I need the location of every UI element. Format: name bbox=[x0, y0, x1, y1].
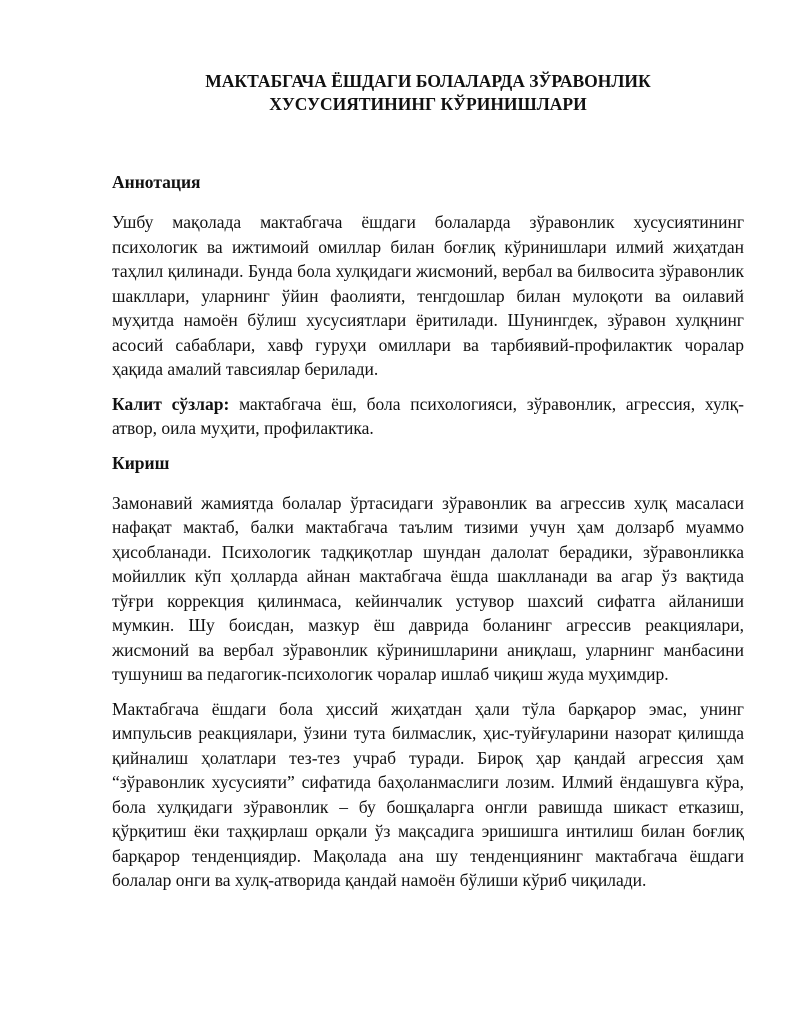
annotation-paragraph: Ушбу мақолада мактабгача ёшдаги болаларда зўравонлик хусусиятининг психологик ва ижтимоий омиллар билан боғлиқ кўринишлари илмий жиҳатдан таҳлил қилинади. Бунда бола хулқидаги жисмоний, вербал ва билвосита зўравонлик шакллари, уларнинг ўйин фаолияти, тенгдошлар билан мулоқоти ва оилавий муҳитда намоён бўлиш хусусиятлари ёритилади. Шунингдек, зўравон хулқнинг асосий сабаблари, хавф гуруҳи омиллари ва тарбиявий-профилактик чоралар ҳақида амалий тавсиялар берилади. bbox=[112, 212, 744, 379]
keywords-paragraph bbox=[112, 392, 744, 441]
document-title bbox=[112, 70, 744, 116]
intro-paragraph-2: Мактабгача ёшдаги бола ҳиссий жиҳатдан ҳали тўла барқарор эмас, унинг импульсив реакциялари, ўзини тута билмаслик, ҳис-туйғуларини назорат қилишда қийналиш ҳолатлари тез-тез учраб туради. Бироқ ҳар қандай агрессия ҳам “зўравонлик хусусияти” сифатида баҳоланмаслиги лозим. Илмий ёндашувга кўра, бола хулқидаги зўравонлик – бу бошқаларга онгли равишда шикаст етказиш, қўрқитиш ёки таҳқирлаш орқали ўз мақсадига эришишга интилиш билан боғлиқ барқарор тенденциядир. Мақолада ана шу тенденциянинг мактабгача ёшдаги болалар онги ва хулқ-атворида қандай намоён бўлиши кўриб чиқилади. bbox=[112, 698, 744, 890]
annotation-heading: Аннотация bbox=[112, 172, 201, 192]
title-line-2: ХУСУСИЯТИНИНГ КЎРИНИШЛАРИ bbox=[269, 94, 587, 114]
intro-paragraph-1: Замонавий жамиятда болалар ўртасидаги зўравонлик ва агрессив хулқ масаласи нафақат мактаб, балки мактабгача таълим тизими учун ҳам долзарб муаммо ҳисобланади. Психологик тадқиқотлар шундан далолат берадики, зўравонликка мойиллик кўп ҳолларда айнан мактабгача ёшда шаклланади ва агар ўз вақтида тўғри коррекция қилинмаса, кейинчалик устувор шахсий сифатга айланиши мумкин. Шу боисдан, мазкур ёш даврида боланинг агрессив реакциялари, жисмоний ва вербал зўравонлик кўринишларини аниқлаш, уларнинг манбасини тушуниш ва педагогик-психологик чоралар ишлаб чиқиш жуда муҳимдир. bbox=[112, 492, 744, 684]
keywords-text: мактабгача ёш, бола психологияси, зўравонлик, агрессия, хулқ-атвор, оила муҳити, профилактика. bbox=[112, 393, 744, 438]
keywords-label: Калит сўзлар: bbox=[112, 393, 230, 414]
document-page bbox=[112, 70, 744, 893]
intro-heading: Кириш bbox=[112, 452, 170, 473]
title-line-1: МАКТАБГАЧА ЁШДАГИ БОЛАЛАРДА ЗЎРАВОНЛИК bbox=[205, 71, 651, 91]
